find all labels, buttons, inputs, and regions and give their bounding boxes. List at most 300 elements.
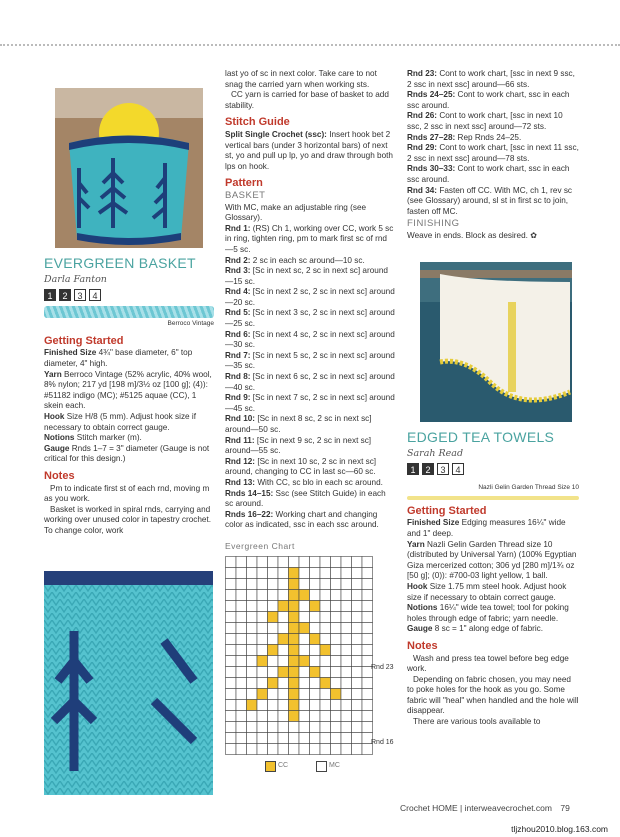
chart-cell-mc [362,567,373,578]
chart-cell-mc [236,622,247,633]
chart-cell-mc [331,699,342,710]
basket-round-14: Rnds 14–15: Ssc (see Stitch Guide) in each sc around. [225,488,386,509]
chart-cell-mc [247,677,258,688]
chart-cell-mc [320,633,331,644]
chart-cell-mc [226,677,237,688]
finishing-subheading: FINISHING [407,218,460,230]
chart-cell-mc [310,567,321,578]
chart-cell-mc [257,611,268,622]
basket-cont-round-3: Rnd 26: Cont to work chart, [ssc in next 10 ssc, 2 ssc in next ssc] around—72 sts. [407,111,563,131]
chart-cell-mc [226,743,237,754]
chart-cell-mc [278,644,289,655]
chart-cell-mc [226,578,237,589]
basket-round-6: Rnd 6: [Sc in next 4 sc, 2 sc in next sc] around—30 sc. [225,329,395,350]
chart-cell-mc [268,622,279,633]
chart-cell-mc [341,578,352,589]
chart-cell-mc [247,567,258,578]
chart-cell-mc [257,666,268,677]
skill-level-2: 2 [59,289,71,301]
basket-cont-round-6: Rnds 30–33: Cont to work chart, ssc in each ssc around. [407,164,570,184]
chart-cell-mc [310,721,321,732]
tea-gauge: Gauge 8 sc = 1" along edge of fabric. [407,624,544,634]
chart-cell-mc [236,688,247,699]
chart-label-rnd23: Rnd 23 [371,663,394,671]
chart-cell-mc [226,633,237,644]
chart-cell-mc [236,743,247,754]
evergreen-getting-started: Getting Started [44,334,124,347]
chart-cell-mc [247,655,258,666]
footer-page-number: 79 [560,803,570,813]
chart-cell-mc [236,611,247,622]
chart-cell-cc [278,633,289,644]
chart-cell-mc [331,622,342,633]
chart-cell-cc [289,710,300,721]
chart-cell-mc [310,644,321,655]
chart-cell-mc [362,633,373,644]
chart-cell-mc [268,688,279,699]
basket-cont-round-2: Rnds 24–25: Cont to work chart, ssc in each ssc around. [407,90,570,110]
basket-cont-round-7: Rnd 34: Fasten off CC. With MC, ch 1, rev sc (see Glossary) around, sl st in first sc to join, fasten off MC. [407,185,573,216]
chart-cell-mc [226,611,237,622]
tea-skill-level-3: 3 [437,463,449,475]
basket-closeup-art [44,571,213,795]
chart-cell-mc [341,633,352,644]
chart-cell-mc [247,710,258,721]
chart-cell-mc [268,710,279,721]
chart-cell-mc [362,611,373,622]
chart-cell-cc [268,644,279,655]
chart-cell-mc [268,600,279,611]
chart-cell-cc [299,622,310,633]
chart-cell-mc [236,677,247,688]
chart-cell-mc [236,600,247,611]
evergreen-skill-levels [44,289,214,301]
chart-cell-mc [289,732,300,743]
chart-cell-mc [236,732,247,743]
legend-cc-swatch [265,761,276,772]
tea-skill-level-4: 4 [452,463,464,475]
chart-cell-mc [226,688,237,699]
chart-cell-mc [331,666,342,677]
chart-grid [225,556,375,756]
chart-cell-mc [257,721,268,732]
chart-cell-mc [278,578,289,589]
chart-cell-mc [247,721,258,732]
chart-cell-mc [352,600,363,611]
chart-cell-mc [236,633,247,644]
chart-cell-cc [247,699,258,710]
chart-cell-mc [257,699,268,710]
chart-cell-mc [320,699,331,710]
chart-cell-mc [236,567,247,578]
chart-cell-cc [289,699,300,710]
chart-cell-mc [289,556,300,567]
round-list-1 [225,224,395,531]
chart-cell-mc [299,721,310,732]
chart-cell-mc [226,710,237,721]
chart-cell-cc [299,589,310,600]
tea-skill-level-1: 1 [407,463,419,475]
chart-cell-cc [289,589,300,600]
chart-cell-mc [310,732,321,743]
chart-cell-mc [299,600,310,611]
chart-cell-mc [331,611,342,622]
evergreen-yarn: Yarn Berroco Vintage (52% acrylic, 40% wool, 8% nylon; 217 yd [198 m]/3½ oz [100 g]; (4)): #51182 indigo (MC); #5125 aquae (CC), 1 skein each. [44,369,212,411]
chart-cell-mc [341,688,352,699]
chart-cell-cc [257,655,268,666]
chart-cell-mc [341,655,352,666]
chart-cell-mc [310,622,321,633]
top-dotted-rule [0,44,620,46]
chart-cell-mc [226,567,237,578]
chart-cell-mc [299,732,310,743]
chart-cell-mc [247,578,258,589]
chart-cell-mc [299,644,310,655]
tea-note-1: Wash and press tea towel before beg edge work. [407,653,569,674]
chart-cell-mc [320,600,331,611]
chart-cell-mc [331,567,342,578]
chart-cell-mc [362,644,373,655]
chart-cell-mc [278,721,289,732]
chart-cell-mc [341,710,352,721]
chart-cell-mc [320,578,331,589]
chart-cell-mc [331,578,342,589]
chart-cell-mc [299,556,310,567]
chart-cell-mc [331,644,342,655]
chart-cell-cc [289,600,300,611]
chart-cell-mc [352,578,363,589]
chart-cell-mc [362,688,373,699]
chart-cell-mc [257,710,268,721]
chart-cell-mc [247,589,258,600]
chart-cell-mc [247,633,258,644]
tea-towel-info [407,429,579,728]
basket-round-12: Rnd 12: [Sc in next 10 sc, 2 sc in next sc] around, changing to CC in last sc—60 sc. [225,456,377,477]
chart-cell-mc [257,578,268,589]
chart-cell-mc [289,743,300,754]
chart-cell-mc [268,578,279,589]
chart-cell-mc [247,732,258,743]
chart-cell-mc [257,589,268,600]
chart-cell-mc [268,567,279,578]
chart-cell-mc [310,677,321,688]
chart-cell-cc [299,655,310,666]
chart-cell-mc [320,622,331,633]
basket-round-7: Rnd 7: [Sc in next 5 sc, 2 sc in next sc] around—35 sc. [225,350,395,371]
evergreen-gauge: Gauge Rnds 1–7 = 3" diameter (Gauge is not critical for this design.) [44,443,210,464]
chart-cell-cc [320,677,331,688]
chart-cell-mc [331,743,342,754]
basket-subheading: BASKET [225,189,266,201]
chart-cell-cc [289,611,300,622]
chart-cell-mc [299,633,310,644]
chart-cell-mc [341,600,352,611]
chart-cell-mc [320,710,331,721]
chart-cell-cc [289,677,300,688]
chart-cell-cc [278,600,289,611]
evergreen-pattern-col-2 [407,69,579,242]
chart-cell-mc [226,622,237,633]
tea-hook: Hook Size 1.75 mm steel hook. Adjust hook size if necessary to obtain correct gauge. [407,581,567,602]
chart-cell-mc [362,710,373,721]
evergreen-notes-heading: Notes [44,469,75,482]
chart-cell-mc [341,743,352,754]
chart-cell-mc [320,688,331,699]
chart-cell-mc [299,677,310,688]
chart-cell-mc [341,611,352,622]
chart-cell-mc [310,710,321,721]
chart-cell-mc [226,699,237,710]
chart-cell-mc [268,666,279,677]
skill-level-1: 1 [44,289,56,301]
chart-cell-mc [310,655,321,666]
chart-cell-mc [278,655,289,666]
tea-author: Sarah Read [407,447,464,459]
basket-photo [55,88,203,248]
chart-cell-mc [320,567,331,578]
chart-cell-mc [352,622,363,633]
chart-cell-mc [278,688,289,699]
chart-cell-mc [362,556,373,567]
chart-cell-mc [257,732,268,743]
chart-cell-mc [226,732,237,743]
chart-cell-cc [268,611,279,622]
chart-cell-mc [236,699,247,710]
basket-intro: With MC, make an adjustable ring (see Glossary). [225,202,367,223]
chart-cell-mc [257,556,268,567]
basket-round-15: Rnds 16–22: Working chart and changing color as indicated, ssc in each ssc around. [225,509,379,530]
chart-cell-mc [310,699,321,710]
chart-cell-mc [362,721,373,732]
footer-site: interweavecrochet.com [464,803,552,813]
chart-cell-mc [362,699,373,710]
chart-cell-cc [289,688,300,699]
chart-cell-mc [247,556,258,567]
chart-cell-cc [289,655,300,666]
chart-cell-mc [331,633,342,644]
chart-cell-cc [331,688,342,699]
chart-cell-mc [331,589,342,600]
chart-cell-mc [352,556,363,567]
chart-cell-mc [352,699,363,710]
evergreen-finished-size: Finished Size 4¾" base diameter, 6" top diameter, 4" high. [44,348,193,368]
basket-round-2: Rnd 2: 2 sc in each sc around—10 sc. [225,255,365,265]
chart-cell-mc [352,589,363,600]
stitch-guide-heading: Stitch Guide [225,116,290,129]
legend-mc-label: MC [329,761,340,769]
chart-cell-mc [331,655,342,666]
chart-cell-mc [257,644,268,655]
chart-cell-mc [278,589,289,600]
legend-mc-swatch [316,761,327,772]
chart-cell-mc [331,732,342,743]
evergreen-chart [225,556,395,776]
chart-cell-mc [320,589,331,600]
tea-skill-level-2: 2 [422,463,434,475]
chart-cell-mc [268,743,279,754]
tea-note-3: There are various tools available to [413,717,541,727]
chart-cell-cc [268,677,279,688]
chart-cell-cc [257,688,268,699]
basket-cont-round-4: Rnds 27–28: Rep Rnds 24–25. [407,132,522,142]
chart-cell-mc [310,611,321,622]
chart-cell-mc [299,611,310,622]
chart-cell-mc [352,677,363,688]
chart-cell-mc [236,644,247,655]
chart-cell-mc [310,578,321,589]
chart-cell-mc [268,699,279,710]
chart-cell-cc [278,666,289,677]
chart-cell-mc [352,666,363,677]
basket-round-10: Rnd 10: [Sc in next 8 sc, 2 sc in next sc] around—50 sc. [225,414,372,434]
basket-round-1: Rnd 1: (RS) Ch 1, working over CC, work 5 sc in ring, tighten ring, pm to mark first sc of rnd—5 sc. [225,223,394,254]
chart-cell-mc [236,556,247,567]
chart-cell-mc [352,567,363,578]
evergreen-author: Darla Fanton [44,273,107,285]
chart-cell-mc [352,710,363,721]
chart-cell-mc [352,644,363,655]
basket-round-13: Rnd 13: With CC, sc blo in each sc around. [225,477,383,487]
chart-cell-mc [320,611,331,622]
evergreen-note-1: Pm to indicate first st of each rnd, moving m as you work. [44,483,210,504]
chart-label-rnd16: Rnd 16 [371,738,394,746]
chart-cell-mc [352,732,363,743]
basket-round-3: Rnd 3: [Sc in next sc, 2 sc in next sc] around—15 sc. [225,266,388,286]
tea-getting-started: Getting Started [407,504,487,517]
chart-cell-mc [278,622,289,633]
chart-cell-mc [247,743,258,754]
chart-cell-mc [278,556,289,567]
tea-notions: Notions 16¼" wide tea towel; tool for poking holes through edge of fabric; yarn needle. [407,603,569,623]
chart-cell-mc [226,655,237,666]
chart-cell-mc [310,688,321,699]
chart-cell-mc [320,732,331,743]
chart-cell-mc [247,611,258,622]
chart-cell-mc [236,589,247,600]
chart-cell-mc [247,688,258,699]
color-change-text: last yo of sc in next color. Take care to not snag the carried yarn when working sts. [225,69,377,89]
chart-cell-cc [320,644,331,655]
chart-cell-mc [268,732,279,743]
chart-cell-mc [236,721,247,732]
tea-note-2: Depending on fabric chosen, you may need to poke holes for the hook as you go. Some fabric will "heal" when handled and the hole will disappear. [407,674,579,716]
chart-cell-mc [257,567,268,578]
chart-cell-mc [331,556,342,567]
chart-cell-mc [278,677,289,688]
chart-cell-mc [299,688,310,699]
chart-cell-mc [257,600,268,611]
chart-cell-mc [341,732,352,743]
evergreen-title: EVERGREEN BASKET [44,255,196,271]
skill-level-3: 3 [74,289,86,301]
tea-skill-levels [407,463,579,475]
chart-cell-mc [278,699,289,710]
page-footer: Crochet HOME | interweavecrochet.com 79 [400,803,570,813]
chart-cell-mc [236,710,247,721]
chart-cell-mc [341,556,352,567]
chart-cell-mc [320,655,331,666]
chart-cell-mc [299,567,310,578]
chart-cell-mc [341,721,352,732]
chart-cell-mc [268,589,279,600]
chart-cell-mc [247,600,258,611]
chart-cell-mc [362,677,373,688]
chart-cell-cc [289,567,300,578]
watermark: tljzhou2010.blog.163.com [511,824,608,834]
chart-cell-mc [310,556,321,567]
chart-cell-mc [320,666,331,677]
basket-round-11: Rnd 11: [Sc in next 9 sc, 2 sc in next sc] around—55 sc. [225,435,372,456]
tea-yarn-caption: Nazli Gelin Garden Thread Size 10 [478,484,579,492]
chart-cell-mc [331,721,342,732]
end-mark-icon: ✿ [530,230,537,240]
chart-cell-mc [257,743,268,754]
chart-cell-mc [257,622,268,633]
chart-cell-mc [257,677,268,688]
basket-closeup-photo [44,571,213,795]
chart-cell-mc [310,589,321,600]
chart-cell-mc [226,644,237,655]
evergreen-notions: Notions Stitch marker (m). [44,433,142,443]
basket-cont-round-1: Rnd 23: Cont to work chart, [ssc in next 9 ssc, 2 ssc in next ssc] around—66 sts. [407,69,575,89]
chart-cell-mc [320,556,331,567]
chart-cell-mc [226,600,237,611]
chart-cell-mc [362,600,373,611]
chart-cell-mc [299,743,310,754]
chart-cell-mc [299,666,310,677]
chart-cell-mc [331,677,342,688]
chart-cell-mc [331,710,342,721]
basket-round-8: Rnd 8: [Sc in next 6 sc, 2 sc in next sc] around—40 sc. [225,372,395,392]
chart-cell-mc [341,622,352,633]
chart-cell-cc [289,633,300,644]
chart-cell-mc [226,666,237,677]
tea-notes-heading: Notes [407,639,438,652]
chart-cell-mc [247,644,258,655]
chart-cell-mc [278,611,289,622]
chart-cell-mc [352,721,363,732]
round-list-2 [407,69,579,217]
stitch-guide-ssc: Split Single Crochet (ssc): Insert hook bet 2 vertical bars (under 3 horizontal bars) of next st, yo and pull up lp, yo and draw through both lps on hook. [225,129,393,171]
basket-round-4: Rnd 4: [Sc in next 2 sc, 2 sc in next sc] around—20 sc. [225,287,395,307]
chart-cell-mc [268,556,279,567]
chart-cell-mc [268,633,279,644]
chart-cell-cc [289,578,300,589]
chart-cell-mc [320,721,331,732]
tea-towel-art [420,262,572,422]
footer-magazine: Crochet HOME [400,803,458,813]
chart-cell-mc [236,655,247,666]
chart-cell-mc [341,677,352,688]
chart-cell-mc [352,688,363,699]
chart-cell-mc [352,611,363,622]
tea-thread-swatch [407,496,579,500]
pattern-heading: Pattern [225,177,263,190]
evergreen-info [44,255,214,536]
chart-cell-mc [331,600,342,611]
chart-cell-mc [299,699,310,710]
chart-cell-cc [289,644,300,655]
chart-cell-mc [299,578,310,589]
chart-cell-mc [278,710,289,721]
chart-cell-mc [310,743,321,754]
evergreen-yarn-swatch [44,306,214,318]
chart-cell-mc [236,666,247,677]
chart-cell-mc [226,556,237,567]
chart-cell-mc [352,743,363,754]
chart-cell-mc [226,589,237,600]
chart-cell-mc [299,710,310,721]
